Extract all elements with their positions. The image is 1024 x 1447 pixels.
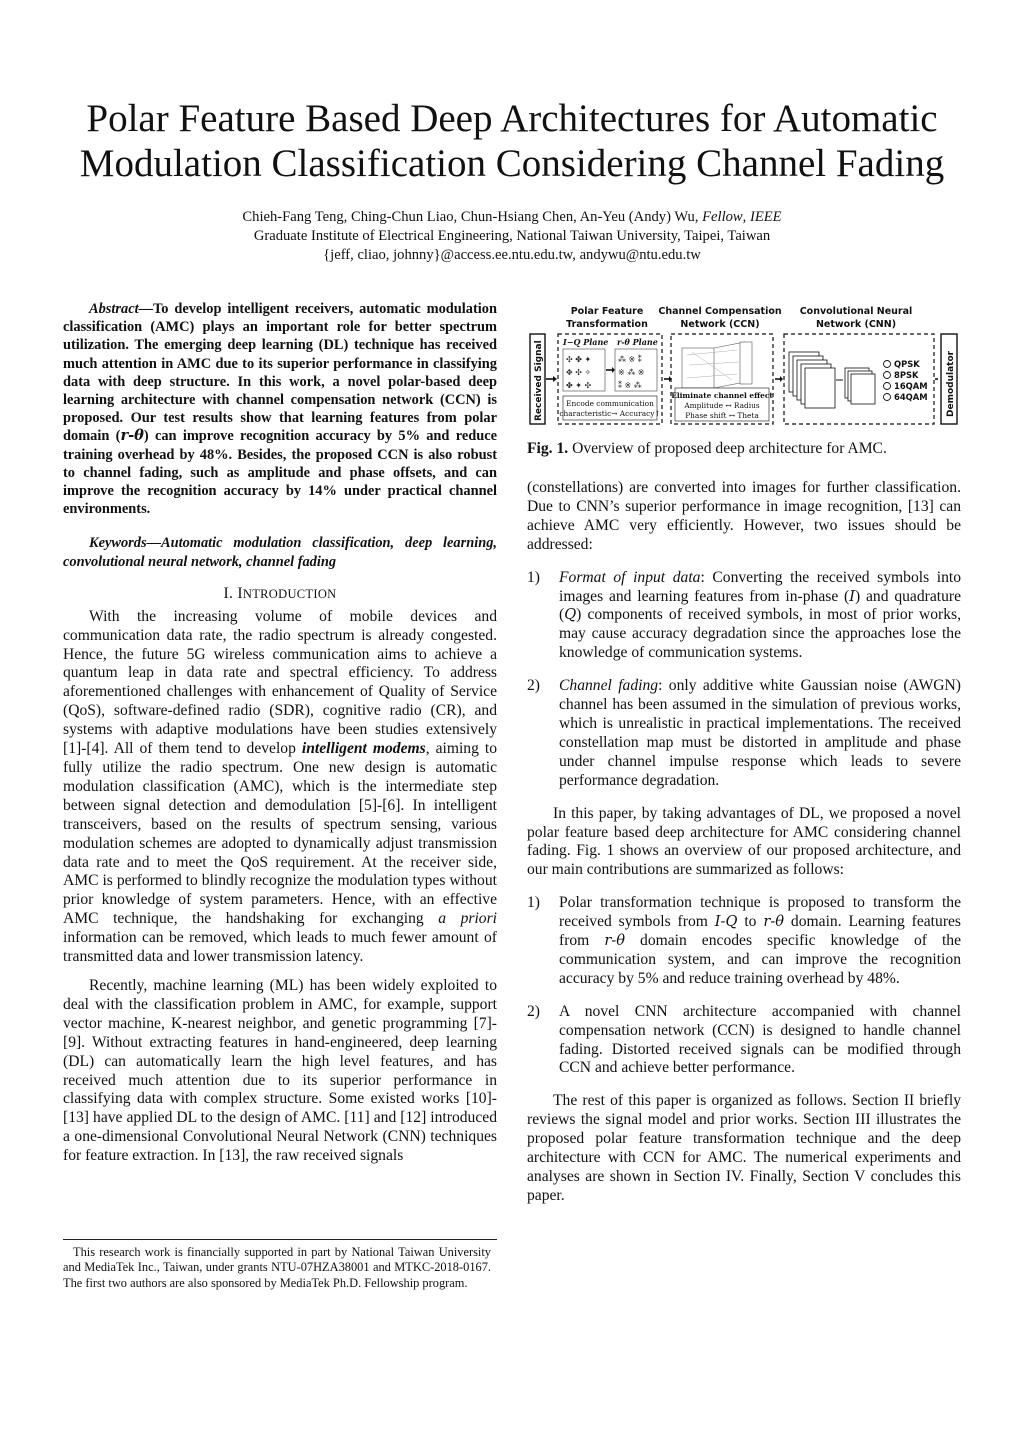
ieee-label: IEEE [749, 209, 782, 225]
contribution-item [527, 1003, 961, 1079]
title-line-1: Polar Feature Based Deep Architectures for Automatic [86, 97, 938, 140]
eliminate-line-2: Amplitude ↔ Radius [684, 401, 760, 410]
contributions-list [527, 894, 961, 1078]
figure-1-diagram [527, 300, 961, 430]
iq-glyphs [566, 355, 591, 390]
author-names: Chieh-Fang Teng, Ching-Chun Liao, Chun-Hsiang Chen, An-Yeu (Andy) Wu, Fellow, IEEE [242, 209, 782, 225]
contribution-math: I-Q [714, 913, 738, 931]
emails: {jeff, cliao, johnny}@access.ee.ntu.edu.tw, andywu@ntu.edu.tw [323, 247, 701, 263]
encode-line-2: characteristic→ Accuracy↑ [559, 409, 661, 418]
encode-line-1: Encode communication [566, 399, 654, 408]
output-classes [884, 361, 891, 401]
figure-caption-text: Overview of proposed deep architecture for AMC. [572, 440, 887, 457]
right-column [527, 479, 961, 1206]
section-heading-rest: NTRODUCTION [242, 586, 337, 601]
abstract-dash: — [138, 301, 153, 317]
head-cnn-2: Network (CNN) [815, 319, 897, 330]
contribution-text: to [737, 913, 764, 931]
contribution-text: domain. Learning features from [559, 913, 961, 950]
abstract-math: r-θ [120, 427, 144, 445]
class-8psk: 8PSK [894, 370, 919, 380]
author-list: Chieh-Fang Teng, Ching-Chun Liao, Chun-Hsiang Chen, An-Yeu (Andy) Wu, [242, 209, 703, 225]
rtheta-plane-label: r-θ Plane [617, 337, 658, 347]
right-continuation-paragraph: (constellations) are converted into images for further classification. Due to CNN’s superior performance in image recognition, [13] can achieve AMC very efficiently. However, two issues should be addressed: [527, 479, 961, 553]
contribution-text: A novel CNN architecture accompanied with channel compensation network (CCN) is designed to handle channel fading. Distorted received signals can be modified through CCN and achieve better performance. [559, 1002, 961, 1077]
svg-text:✤ ✦ ✣: ✤ ✦ ✣ [566, 381, 592, 390]
section-number: I. [223, 584, 234, 602]
affiliation: Graduate Institute of Electrical Engineering, National Taiwan University, Taipei, Taiwan [253, 228, 771, 244]
class-16qam: 16QAM [894, 381, 928, 391]
abstract-label: Abstract [89, 301, 139, 317]
class-qpsk: QPSK [894, 359, 920, 369]
svg-text:✥ ✣ ✧: ✥ ✣ ✧ [566, 368, 592, 377]
issue-item [527, 677, 961, 790]
intro-paragraph-2: Recently, machine learning (ML) has been widely exploited to deal with the classification problem in AMC, for example, support vector machine, K-nearest neighbor, and genetic programming [7]-[9]. Without extracting features in hand-engineered, deep learning (DL) can automatically learn the high level features, and has received much attention due to its superior performance in classifying data with complex structure. Some existed works [10]-[13] have applied DL to the design of AMC. [11] and [12] introduced a one-dimensional Convolutional Neural Network (CNN) techniques for feature extraction. In [13], the raw received signals [63, 976, 497, 1165]
title-line-2: Modulation Classification Considering Channel Fading [79, 142, 945, 185]
abstract-text-a: To develop intelligent receivers, automatic modulation classification (AMC) plays an important role for better spectrum utilization. The emerging deep learning (DL) technique has received much attention in AMC due to its superior performance in classifying data with deep structure. In this work, a novel polar-based deep learning architecture with channel compensation network (CCN) is proposed. Our test results show that learning features from polar domain ( [63, 301, 497, 445]
intro-p1-emphasis: intelligent modems [301, 740, 426, 758]
keywords-text: Automatic modulation classification, deep learning, convolutional neural network, channel fading [63, 535, 497, 570]
issue-text: : Converting the received symbols into images and learning features from in-phase ( [559, 568, 961, 605]
arrow-3-head [780, 376, 783, 382]
head-ccn-2: Network (CCN) [680, 319, 760, 330]
issues-list [527, 569, 961, 791]
keywords-label: Keywords [89, 535, 147, 552]
intro-p1-a: With the increasing volume of mobile devices and communication data rate, the radio spectrum is already congested. Hence, the future 5G wireless communication aims to achieve a quantum leap in data rate and spectral efficiency. To address aforementioned challenges with enhancement of Quality of Service (QoS), software-defined radio (SDR), cognitive radio (CR), and systems with adaptive modulations have been studies extensively [1]-[4]. All of them tend to develop [63, 607, 497, 758]
this-paper-paragraph: In this paper, by taking advantages of DL, we proposed a novel polar feature based deep architecture for AMC considering channel fading. Fig. 1 shows an overview of our proposed architecture, and our main contributions are summarized as follows: [527, 804, 961, 879]
issue-title: Channel fading [559, 677, 659, 695]
contribution-text: Polar transformation technique is proposed to transform the received symbols from [559, 894, 961, 931]
head-polar-2: Transformation [566, 319, 648, 330]
footnote: This research work is financially supported in part by National Taiwan University and MediaTek Inc., Taiwan, under grants NTU-07HZA38001 and MTKC-2018-0167. The first two authors are also sponsored by MediaTek Ph.D. Fellowship program. [63, 1245, 491, 1290]
class-64qam: 64QAM [894, 392, 928, 402]
head-cnn-1: Convolutional Neural [799, 306, 913, 317]
intro-p1-c: information can be removed, which leads to much fewer amount of transmitted data and lower transmission latency. [63, 929, 497, 966]
contribution-item [527, 894, 961, 989]
abstract [63, 300, 497, 518]
issue-number: 2) [527, 677, 540, 695]
contribution-math: r-θ [763, 913, 785, 931]
svg-text:✣ ✤ ✦: ✣ ✤ ✦ [566, 355, 592, 364]
keywords [63, 534, 497, 570]
issue-text: ) components of received symbols, in most of prior works, may cause accuracy degradation since the approaches lose the knowledge of communication systems. [559, 606, 961, 662]
issue-text: : only additive white Gaussian noise (AWGN) channel has been assumed in the simulation of previous works, which is unrealistic in practical implementations. The received constellation map must be distorted in amplitude and phase under channel impulse response which leads to severe performance degradation. [559, 677, 961, 789]
organization-paragraph: The rest of this paper is organized as follows. Section II briefly reviews the signal model and prior works. Section III illustrates the proposed polar feature transformation technique and the deep architecture with CCN for AMC. The numerical experiments and analyses are shown in Section IV. Finally, Section V concludes this paper. [527, 1092, 961, 1204]
issue-math-i: I [849, 587, 856, 605]
rtheta-glyphs [618, 353, 645, 390]
section-heading-initial: I [237, 584, 243, 602]
abstract-text-b: ) can improve recognition accuracy by 5% and reduce training overhead by 48%. Besides, the proposed CCN is also robust to channel fading, such as amplitude and phase offsets, and can improve the recognition accuracy by 14% under practical channel environments. [63, 428, 497, 518]
received-signal-label: Received Signal [534, 340, 544, 421]
iq-plane-label: I−Q Plane [563, 337, 609, 347]
head-polar-1: Polar Feature [570, 306, 644, 317]
section-heading-introduction [63, 585, 497, 604]
arrow-1-head [553, 376, 557, 382]
footnote-rule [63, 1239, 497, 1240]
contribution-text: domain encodes specific knowledge of the communication system, and can improve the recognition accuracy by 5% and reduce training overhead by 48%. [559, 932, 961, 987]
issue-item [527, 569, 961, 664]
arrow-polar-head [612, 367, 615, 373]
svg-text:※ ⁂ ※: ※ ⁂ ※ [618, 368, 645, 377]
intro-p1-italic: a priori [438, 910, 497, 928]
eliminate-line-3: Phase shift ↔ Theta [685, 411, 759, 420]
left-column [63, 300, 497, 1166]
issue-text: ) and quadrature ( [559, 587, 961, 624]
demodulator-label: Demodulator [946, 350, 956, 417]
issue-number: 1) [527, 568, 540, 586]
paper-title [40, 96, 984, 186]
figure-caption-label: Fig. 1. [527, 440, 569, 457]
svg-text:⁑ ※ ⁂: ⁑ ※ ⁂ [618, 381, 642, 390]
issue-title: Format of input data [559, 568, 701, 586]
figure-caption [527, 440, 961, 458]
keywords-dash: — [146, 535, 161, 552]
ccn-network-illustration [682, 342, 752, 388]
contribution-number: 2) [527, 1002, 540, 1020]
author-block [40, 208, 984, 265]
svg-text:⁂ ※ ⁑: ⁂ ※ ⁑ [618, 355, 642, 364]
head-ccn-1: Channel Compensation [658, 306, 782, 317]
fellow-label: Fellow [702, 209, 743, 225]
issue-math-q: Q [564, 606, 577, 624]
intro-p1-b: , aiming to fully utilize the radio spectrum. One new design is automatic modulation classification (AMC), which is the intermediate step between signal detection and demodulation [5]-[6]. In intelligent transceivers, based on the results of spectrum sensing, various modulation schemes are adopted to dynamically adjust transmission data rate and to meet the QoS requirement. At the receiver side, AMC is performed to blindly recognize the modulation types without prior knowledge of system parameters. Hence, with an effective AMC technique, the handshaking for exchanging [63, 740, 497, 928]
eliminate-line-1: Eliminate channel effect [671, 391, 773, 400]
cnn-feature-maps [789, 352, 875, 408]
contribution-number: 1) [527, 894, 540, 912]
contribution-math: r-θ [604, 932, 626, 950]
intro-paragraph-1 [63, 608, 497, 967]
